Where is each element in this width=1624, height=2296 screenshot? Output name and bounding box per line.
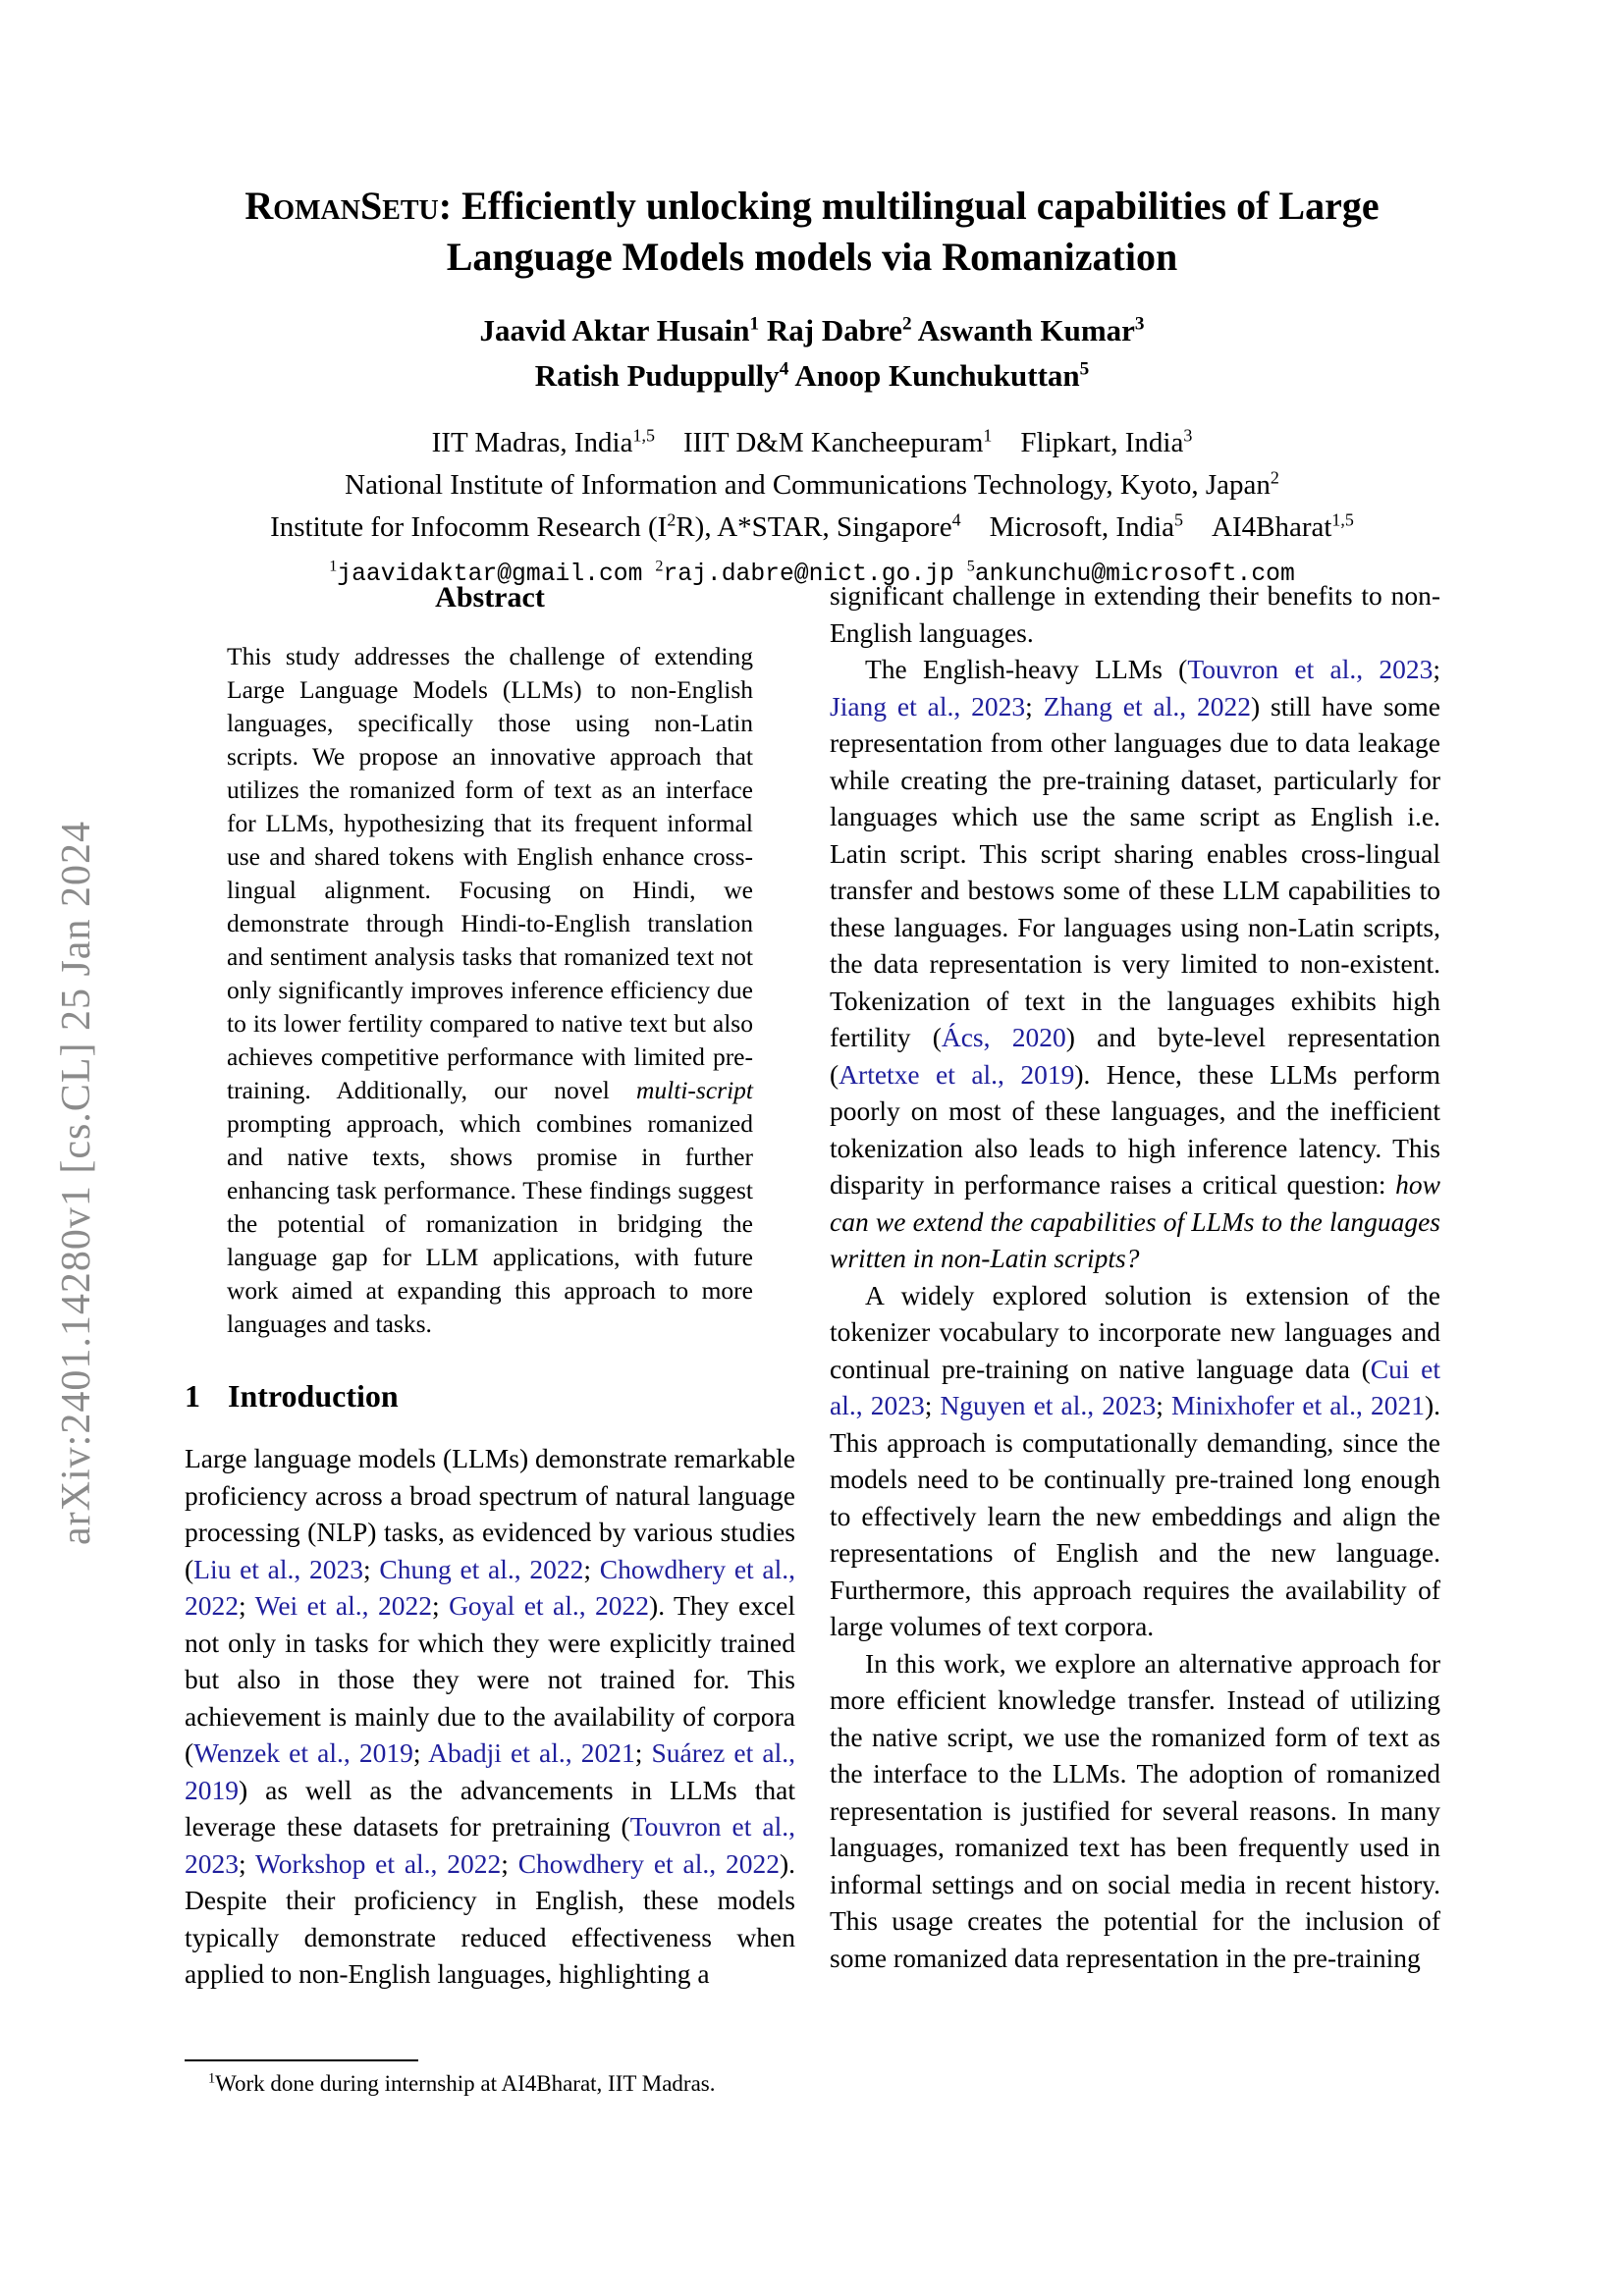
abstract-body [227, 640, 753, 1341]
text-segment: ) as well as the advancements in LLMs that leverage these datasets for pretraining ( [185, 1774, 795, 1842]
superscript: 4 [951, 509, 961, 530]
superscript: 1,5 [632, 425, 655, 446]
text-segment: ; [431, 1590, 450, 1621]
section-number: 1 [185, 1378, 200, 1414]
superscript: 2 [901, 313, 912, 335]
superscript: 3 [1134, 313, 1145, 335]
text-segment: ; [501, 1847, 518, 1879]
text-segment [655, 427, 683, 458]
text-segment: In this work, we explore an alternative approach for more efficient knowledge transfer. Instead of utilizing the native script, we use the romanized form of text as the interface to the LLMs. The adoption of romanized representation is justified for several reasons. In many languages, romanized text has been frequently used in informal settings and on social media in recent history. This usage creates the potential for the inclusion of some romanized data representation in the pre-training [830, 1647, 1440, 1973]
affiliation-line-3 [118, 507, 1506, 549]
author-line-2 [118, 353, 1506, 399]
citation-link[interactable]: Goyal et al., 2022 [449, 1590, 650, 1621]
text-segment: AI4Bharat [1212, 511, 1332, 543]
citation-link[interactable]: Jiang et al., 2023 [830, 690, 1026, 721]
right-paragraph-continuation [830, 577, 1440, 651]
citation-link[interactable]: Abadji et al., 2021 [428, 1737, 635, 1768]
introduction-text [185, 1440, 795, 1993]
italic-text: multi-script [636, 1076, 753, 1104]
citation-link[interactable]: Nguyen et al., 2023 [940, 1390, 1157, 1420]
text-segment: Institute for Infocomm Research (I [270, 511, 668, 543]
abstract-section [227, 581, 753, 1341]
text-segment: ). Hence, these LLMs perform poorly on most of these languages, and the inefficient tokenization also leads to high inference latency. This disparity in performance raises a critical question: [830, 1058, 1440, 1200]
text-segment: Flipkart, India [1020, 427, 1184, 458]
text-segment: Microsoft, India [989, 511, 1175, 543]
section-heading-introduction [185, 1378, 795, 1415]
text-segment: ; [634, 1737, 652, 1768]
text-segment: ; [924, 1390, 941, 1420]
affiliation-line-2 [118, 464, 1506, 507]
citation-link[interactable]: Touvron et al., 2023 [1187, 654, 1434, 684]
citation-link[interactable]: Suárez et al., 2019 [185, 1737, 795, 1805]
citation-link[interactable]: Cui et al., 2023 [830, 1353, 1440, 1420]
citation-link[interactable]: Liu et al., 2023 [193, 1553, 364, 1584]
superscript: 1 [983, 425, 993, 446]
citation-link[interactable]: Wenzek et al., 2019 [193, 1737, 413, 1768]
text-segment [1183, 511, 1212, 543]
text-segment: ; [1025, 690, 1044, 721]
citation-link[interactable]: Chowdhery et al., 2022 [185, 1553, 795, 1621]
text-segment: R), A*STAR, Singapore [676, 511, 952, 543]
superscript: 3 [1183, 425, 1193, 446]
email-address: jaavidaktar@gmail.com [337, 561, 643, 588]
superscript: 1 [749, 313, 760, 335]
text-segment: ) still have some representation from other languages due to data leakage while creating the pre-training dataset, particularly for languages which use the same script as English i.e. Latin script. This script sharing enables cross-lingual transfer and bestows some of these LLM capabilities to these languages. For languages using non-Latin scripts, the data representation is very limited to non-existent. Tokenization of text in the languages exhibits high fertility ( [830, 690, 1440, 1052]
text-segment [961, 511, 990, 543]
text-segment: National Institute of Information and Communications Technology, Kyoto, Japan [345, 469, 1271, 501]
text-segment: Jaavid Aktar Husain [479, 313, 750, 347]
superscript: 5 [966, 558, 975, 575]
text-segment: ). Despite their proficiency in English, these models typically demonstrate reduced effectiveness when applied to non-English languages, highlighting a [185, 1847, 795, 1989]
citation-link[interactable]: Artetxe et al., 2019 [839, 1058, 1075, 1090]
paper-title [243, 181, 1381, 283]
email-address: raj.dabre@nict.go.jp [663, 561, 954, 588]
text-segment: The English-heavy LLMs ( [865, 654, 1188, 684]
paper-title-name: RomanSetu [244, 184, 439, 228]
text-segment: Anoop Kunchukuttan [788, 358, 1080, 393]
paper-header [118, 181, 1506, 594]
affiliation-line-1 [118, 422, 1506, 464]
text-segment: This study addresses the challenge of extending Large Language Models (LLMs) to non-English languages, specifically those using non-Latin scripts. We propose an innovative approach that utilizes the romanized form of text as an interface for LLMs, hypothesizing that its frequent informal use and shared tokens with English enhance cross-lingual alignment. Focusing on Hindi, we demonstrate through Hindi-to-English translation and sentiment analysis tasks that romanized text not only significantly improves inference efficiency due to its lower fertility compared to native text but also achieves competitive performance with limited pre-training. Additionally, our novel [227, 642, 753, 1104]
text-segment: ; [239, 1847, 255, 1879]
superscript: 4 [779, 358, 789, 380]
superscript: 5 [1174, 509, 1184, 530]
superscript: 1 [329, 558, 338, 575]
text-segment: IIT Madras, India [431, 427, 633, 458]
abstract-heading: Abstract [435, 581, 545, 614]
text-segment: Aswanth Kumar [911, 313, 1135, 347]
affiliation-block [118, 422, 1506, 549]
italic-text: how can we extend the capabilities of LLMs to the languages written in non-Latin scripts? [830, 1169, 1440, 1273]
arxiv-watermark: arXiv:2401.14280v1 [cs.CL] 25 Jan 2024 [54, 821, 99, 1545]
email-address: ankunchu@microsoft.com [974, 561, 1295, 588]
superscript: 2 [667, 509, 677, 530]
text-segment: IIIT D&M Kancheepuram [682, 427, 984, 458]
superscript: 1,5 [1331, 509, 1354, 530]
citation-link[interactable]: Ács, 2020 [941, 1022, 1066, 1052]
text-segment: ) and byte-level representation ( [830, 1022, 1440, 1090]
right-column [830, 577, 1440, 1976]
footnote-marker: 1 [208, 2070, 216, 2087]
text-segment: ; [1156, 1390, 1171, 1420]
footnote-text [185, 2069, 795, 2099]
text-segment: prompting approach, which combines romanized and native texts, shows promise in further enhancing task performance. These findings suggest the potential of romanization in bridging the language gap for LLM applications, with future work aimed at expanding this approach to more languages and tasks. [227, 1109, 753, 1338]
text-segment: Ratish Puduppully [534, 358, 780, 393]
author-line-1 [118, 308, 1506, 353]
text-segment: Raj Dabre [759, 313, 902, 347]
citation-link[interactable]: Workshop et al., 2022 [254, 1847, 502, 1879]
citation-link[interactable]: Chung et al., 2022 [379, 1553, 584, 1584]
text-segment: A widely explored solution is extension of the tokenizer vocabulary to incorporate new languages and continual pre-training on native language data ( [830, 1279, 1440, 1384]
paper-title-rest: : Efficiently unlocking multilingual capabilities of Large Language Models models via Romanization [438, 184, 1380, 279]
text-segment: ; [239, 1590, 255, 1621]
citation-link[interactable]: Minixhofer et al., 2021 [1170, 1390, 1425, 1420]
text-segment: ). This approach is computationally demanding, since the models need to be continually pre-trained long enough to effectively learn the new embeddings and align the representations of English and the new language. Furthermore, this approach requires the availability of large volumes of text corpora. [830, 1390, 1440, 1641]
right-paragraph-1 [830, 651, 1440, 1277]
right-paragraph-2 [830, 1277, 1440, 1645]
text-segment: Large language models (LLMs) demonstrate remarkable proficiency across a broad spectrum of natural language processing (NLP) tasks, as evidenced by various studies ( [185, 1443, 795, 1584]
left-column [185, 581, 795, 1993]
footnote-body: Work done during internship at AI4Bharat, IIT Madras. [215, 2071, 716, 2096]
section-title: Introduction [228, 1378, 399, 1414]
author-block [118, 308, 1506, 399]
citation-link[interactable]: Zhang et al., 2022 [1043, 690, 1251, 721]
text-segment [992, 427, 1020, 458]
intro-paragraph-1 [185, 1440, 795, 1993]
citation-link[interactable]: Touvron et al., 2023 [185, 1811, 795, 1879]
citation-link[interactable]: Wei et al., 2022 [254, 1590, 432, 1621]
text-segment: ; [583, 1553, 600, 1584]
text-segment: significant challenge in extending their benefits to non-English languages. [830, 580, 1440, 648]
text-segment: ; [412, 1737, 429, 1768]
text-segment: ; [1433, 654, 1441, 684]
superscript: 2 [1270, 467, 1279, 488]
footnote-rule [185, 2059, 418, 2061]
right-paragraph-3 [830, 1645, 1440, 1977]
text-segment: ). They excel not only in tasks for which they were explicitly trained but also in those they were not trained for. This achievement is mainly due to the availability of corpora ( [185, 1590, 795, 1768]
footnote-block [185, 2059, 795, 2099]
superscript: 2 [655, 558, 664, 575]
text-segment: ; [363, 1553, 380, 1584]
citation-link[interactable]: Chowdhery et al., 2022 [517, 1847, 780, 1879]
superscript: 5 [1079, 358, 1090, 380]
